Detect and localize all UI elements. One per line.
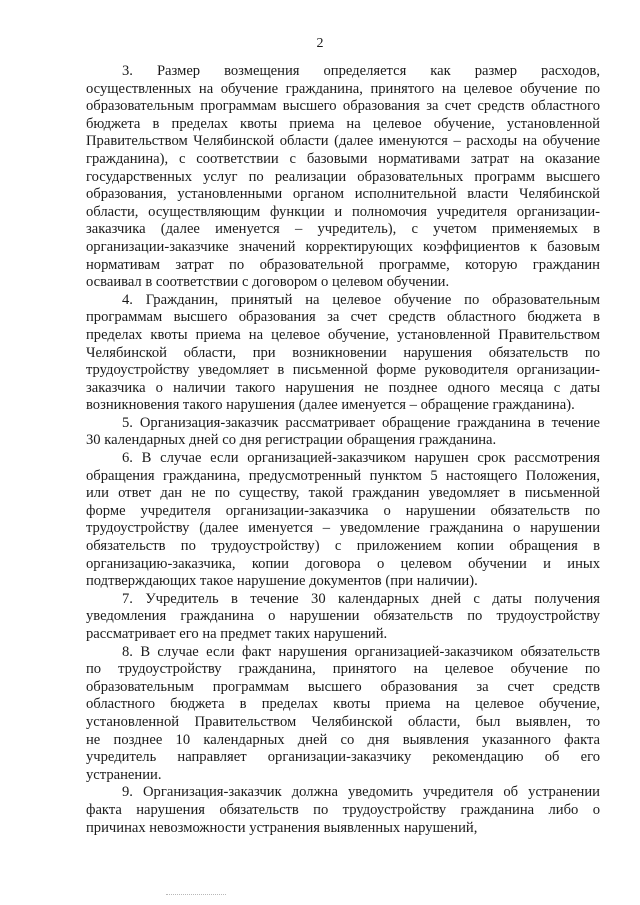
paragraph-7 — [86, 784, 600, 837]
text-line: форме учредителя организации-заказчика о нарушении обязательств по — [86, 502, 600, 519]
paragraph-3 — [86, 415, 600, 450]
text-line: трудоустройству (далее именуется – уведомление гражданина о нарушении — [86, 520, 600, 537]
text-line: 4. Гражданин, принятый на целевое обучение по образовательным — [122, 291, 600, 308]
text-line: областного бюджета в пределах квоты приема на целевое обучение, — [86, 696, 600, 713]
text-line: программам высшего образования за счет средств областного бюджета в — [86, 309, 600, 326]
text-line: образования, установленными органом исполнительной власти Челябинской — [86, 186, 600, 203]
text-line: трудоустройству уведомляет в письменной форме руководителя организации- — [86, 362, 600, 379]
paragraph-5 — [86, 591, 600, 644]
text-line: 30 календарных дней со дня регистрации обращения гражданина. — [86, 432, 497, 449]
text-line: причинах невозможности устранения выявленных нарушений, — [86, 819, 478, 836]
page-number: 2 — [316, 36, 324, 51]
text-line: гражданина), с соответствии с базовыми нормативами затрат на оказание — [86, 150, 600, 167]
text-line: подтверждающих такое нарушение документов (при наличии). — [86, 573, 478, 590]
text-line: 7. Учредитель в течение 30 календарных дней с даты получения — [122, 590, 600, 607]
text-line: обращения гражданина, предусмотренный пунктом 5 настоящего Положения, — [86, 467, 600, 484]
text-line: обязательств по трудоустройству) с приложением копии обращения в — [86, 538, 600, 555]
text-line: 8. В случае если факт нарушения организацией-заказчиком обязательств — [122, 643, 600, 660]
document-body — [86, 63, 600, 837]
text-line: устранении. — [86, 766, 162, 783]
text-line: 6. В случае если организацией-заказчиком нарушен срок рассмотрения — [122, 450, 600, 467]
text-line: заказчика (далее именуется – учредитель), с учетом применяемых в — [86, 221, 600, 238]
text-line: осуществленных на обучение гражданина, принятого на целевое обучение по — [86, 80, 600, 97]
text-line: не позднее 10 календарных дней со дня выявления указанного факта — [86, 731, 600, 748]
paragraph-1 — [86, 63, 600, 292]
text-line: установленной Правительством Челябинской области, был выявлен, то — [86, 713, 600, 730]
text-line: образовательным программам высшего образования за счет средств областного — [86, 98, 600, 115]
text-line: факта нарушения обязательств по трудоустройству гражданина либо о — [86, 801, 600, 818]
text-line: возникновения такого нарушения (далее именуется – обращение гражданина). — [86, 397, 575, 414]
text-line: образовательным программам высшего образования за счет средств — [86, 678, 600, 695]
text-line: бюджета в пределах квоты приема на целевое обучение, установленной — [86, 115, 600, 132]
text-line: осваивал в соответствии с договором о целевом обучении. — [86, 274, 450, 291]
text-line: государственных услуг по реализации образовательных программ высшего — [86, 168, 600, 185]
text-line: организацию-заказчика, копии договора о целевом обучении и иных — [86, 555, 600, 572]
paragraph-4 — [86, 450, 600, 591]
text-line: пределах квоты приема на целевое обучение, установленной Правительством — [86, 326, 600, 343]
text-line: учредитель направляет организации-заказчику рекомендацию об его — [86, 749, 600, 766]
text-line: 5. Организация-заказчик рассматривает обращение гражданина в течение — [122, 414, 600, 431]
text-line: Правительством Челябинской области (далее именуются – расходы на обучение — [86, 133, 600, 150]
text-line: уведомления гражданина о нарушении обязательств по трудоустройству — [86, 608, 600, 625]
text-line: или ответ дан не по существу, такой гражданин уведомляет в письменной — [86, 485, 600, 502]
text-line: нормативам затрат по образовательной программе, которую гражданин — [86, 256, 600, 273]
paragraph-2 — [86, 292, 600, 415]
text-line: по трудоустройству гражданина, принятого на целевое обучение по — [86, 661, 600, 678]
paragraph-6 — [86, 644, 600, 785]
text-line: заказчика о наличии такого нарушения не позднее одного месяца с даты — [86, 379, 600, 396]
scan-artifact — [166, 894, 226, 897]
text-line: 3. Размер возмещения определяется как размер расходов, — [122, 63, 600, 79]
text-line: рассматривает его на предмет таких нарушений. — [86, 626, 388, 642]
text-line: Челябинской области, при возникновении нарушения обязательств по — [86, 344, 600, 361]
text-line: 9. Организация-заказчик должна уведомить учредителя об устранении — [122, 784, 600, 801]
text-line: организации-заказчике значений корректирующих коэффициентов к базовым — [86, 238, 600, 255]
text-line: области, осуществляющим функции и полномочия учредителя организации- — [86, 203, 600, 220]
